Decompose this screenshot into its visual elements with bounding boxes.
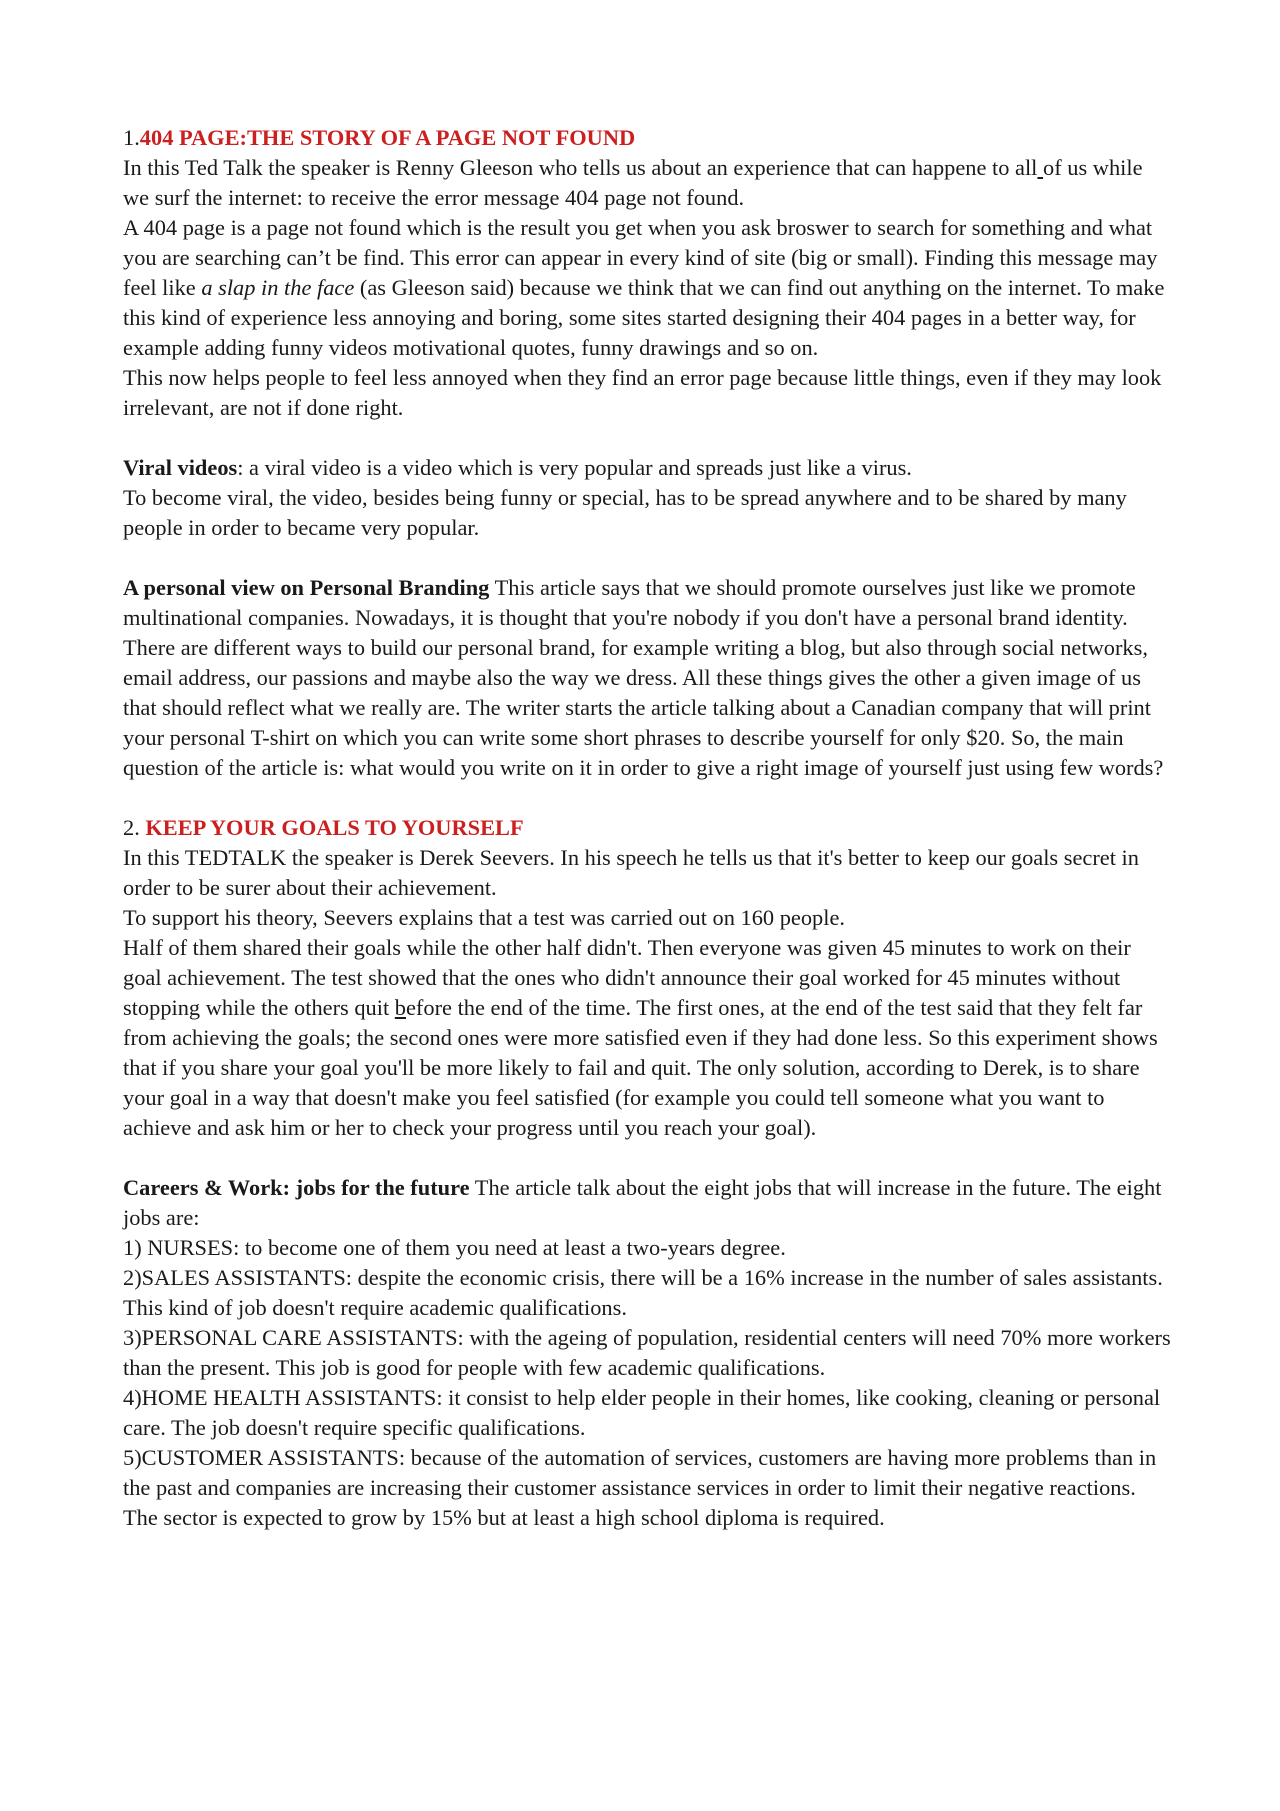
spacer xyxy=(123,423,1173,453)
list-item: 3)PERSONAL CARE ASSISTANTS: with the ageing of population, residential centers will need 70% more workers than the present. This job is good for people with few academic qualifications. xyxy=(123,1325,1171,1380)
document-page xyxy=(123,123,1173,1533)
careers-term: Careers & Work: jobs for the future xyxy=(123,1175,470,1200)
section-2-title: KEEP YOUR GOALS TO YOURSELF xyxy=(145,815,524,840)
italic-phrase: a slap in the face xyxy=(201,275,355,300)
section-2-heading xyxy=(123,813,1173,843)
section-1-heading xyxy=(123,123,1173,153)
section-2-number: 2. xyxy=(123,815,146,840)
spacer xyxy=(123,1143,1173,1173)
spacer xyxy=(123,783,1173,813)
viral-videos-paragraph: Viral videos: a viral video is a video which is very popular and spreads just like a virus. xyxy=(123,455,912,480)
personal-branding-term: A personal view on Personal Branding xyxy=(123,575,490,600)
spacer xyxy=(123,543,1173,573)
list-item: 5)CUSTOMER ASSISTANTS: because of the automation of services, customers are having more problems than in the past and companies are increasing their customer assistance services in order to limit their negative reactions. The sector is expected to grow by 15% but at least a high school diploma is required. xyxy=(123,1445,1157,1530)
section-2-paragraph-3: Half of them shared their goals while the other half didn't. Then everyone was given 45 minutes to work on their goal achievement. The test showed that the ones who didn't announce their goal worked for 45 minutes without stopping while the others quit before the end of the time. The first ones, at the end of the test said that they felt far from achieving the goals; the second ones were more satisfied even if they had done less. So this experiment shows that if you share your goal you'll be more likely to fail and quit. The only solution, according to Derek, is to share your goal in a way that doesn't make you feel satisfied (for example you could tell someone what you want to achieve and ask him or her to check your progress until you reach your goal). xyxy=(123,935,1158,1140)
viral-videos-paragraph-2: To become viral, the video, besides being funny or special, has to be spread anywhere and to be shared by many people in order to became very popular. xyxy=(123,485,1127,540)
list-item: 4)HOME HEALTH ASSISTANTS: it consist to help elder people in their homes, like cooking, cleaning or personal care. The job doesn't require specific qualifications. xyxy=(123,1385,1161,1440)
section-1-paragraph-1: In this Ted Talk the speaker is Renny Gleeson who tells us about an experience that can happene to all of us while we surf the internet: to receive the error message 404 page not found. xyxy=(123,155,1143,210)
careers-paragraph: Careers & Work: jobs for the future The article talk about the eight jobs that will increase in the future. The eight jobs are: xyxy=(123,1175,1162,1230)
viral-videos-term: Viral videos xyxy=(123,455,238,480)
list-item: 2)SALES ASSISTANTS: despite the economic crisis, there will be a 16% increase in the number of sales assistants. This kind of job doesn't require academic qualifications. xyxy=(123,1265,1163,1320)
section-2-paragraph-2: To support his theory, Seevers explains that a test was carried out on 160 people. xyxy=(123,905,846,930)
section-1-paragraph-3: This now helps people to feel less annoyed when they find an error page because little things, even if they may look irrelevant, are not if done right. xyxy=(123,365,1162,420)
list-item: 1) NURSES: to become one of them you need at least a two-years degree. xyxy=(123,1235,786,1260)
section-1-title: 404 PAGE:THE STORY OF A PAGE NOT FOUND xyxy=(139,125,636,150)
personal-branding-paragraph: A personal view on Personal Branding This article says that we should promote ourselves just like we promote multinational companies. Nowadays, it is thought that you're nobody if you don't have a personal brand identity. There are different ways to build our personal brand, for example writing a blog, but also through social networks, email address, our passions and maybe also the way we dress. All these things gives the other a given image of us that should reflect what we really are. The writer starts the article talking about a Canadian company that will print your personal T-shirt on which you can write some short phrases to describe yourself for only $20. So, the main question of the article is: what would you write on it in order to give a right image of yourself just using few words? xyxy=(123,575,1164,780)
section-1-paragraph-2: A 404 page is a page not found which is the result you get when you ask broswer to search for something and what you are searching can’t be find. This error can appear in every kind of site (big or small). Finding this message may feel like a slap in the face (as Gleeson said) because we think that we can find out anything on the internet. To make this kind of experience less annoying and boring, some sites started designing their 404 pages in a better way, for example adding funny videos motivational quotes, funny drawings and so on. xyxy=(123,215,1165,360)
section-1-number: 1. xyxy=(123,125,140,150)
section-2-paragraph-1: In this TEDTALK the speaker is Derek Seevers. In his speech he tells us that it's better to keep our goals secret in order to be surer about their achievement. xyxy=(123,845,1139,900)
